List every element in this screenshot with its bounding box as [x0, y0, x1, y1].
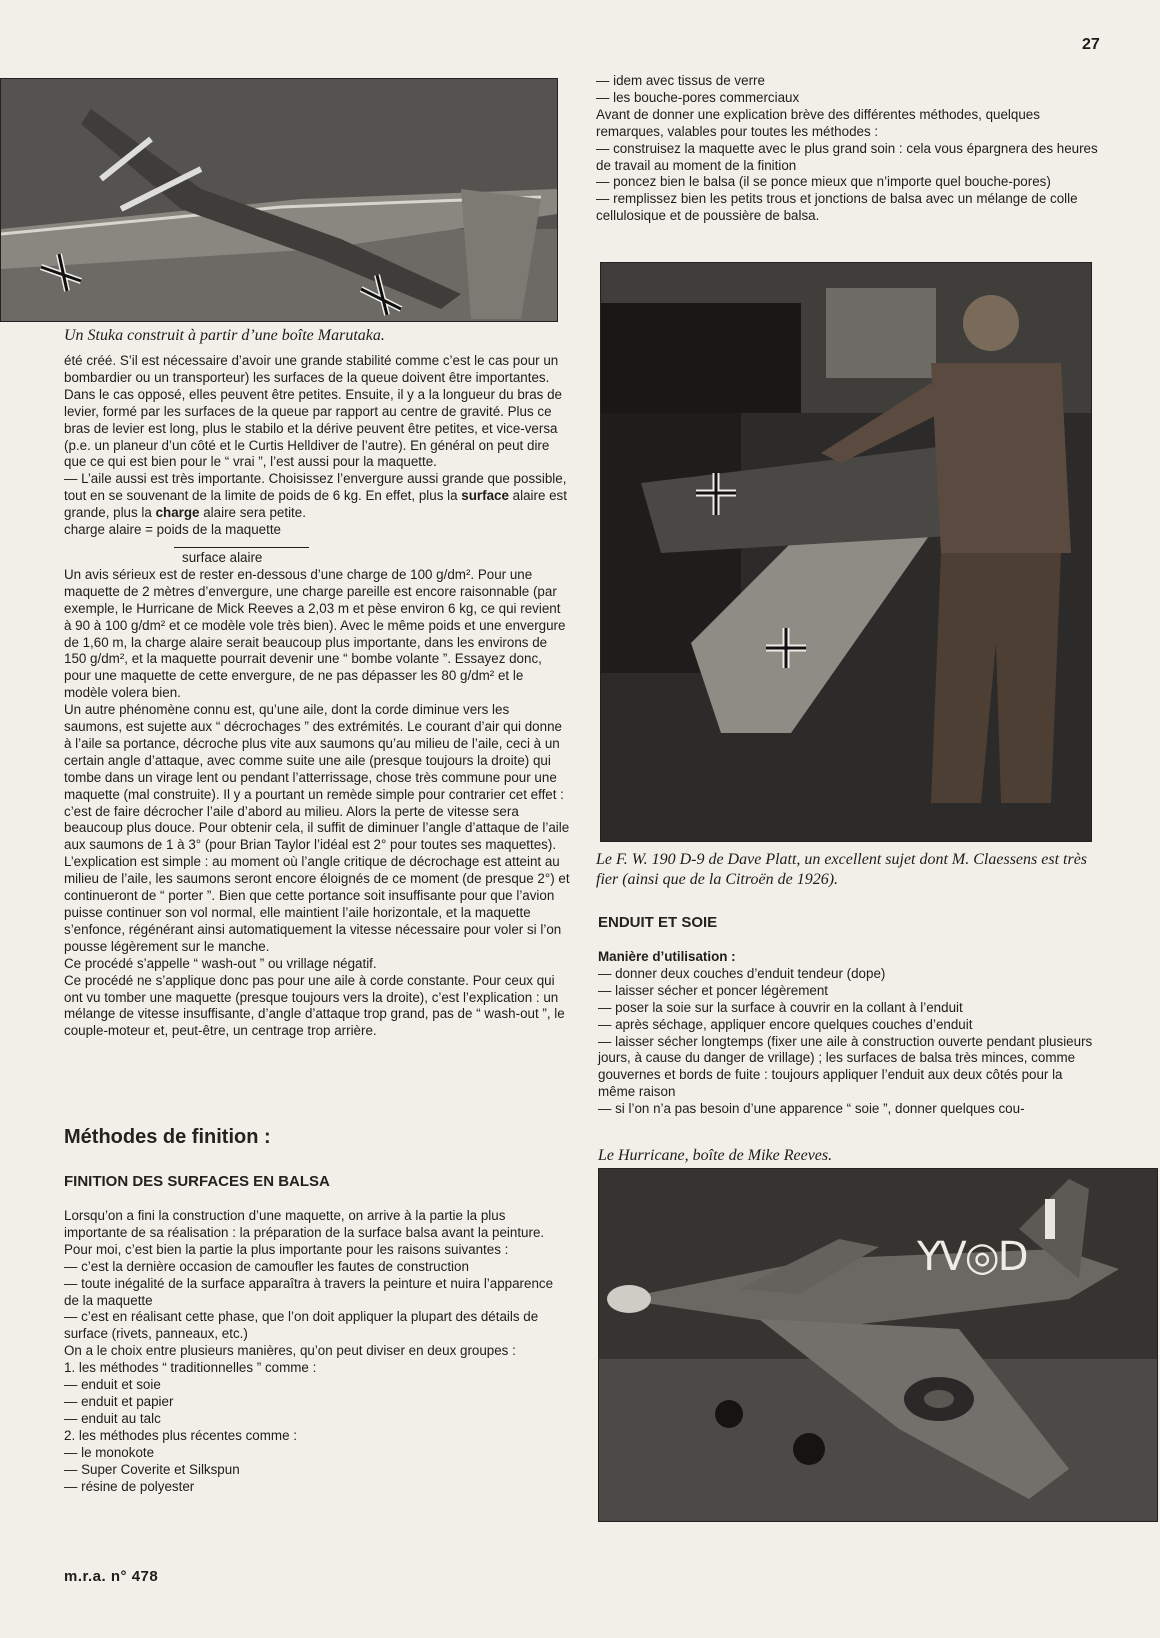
hurricane-photo [598, 1168, 1158, 1522]
fw190-photo [600, 262, 1092, 842]
list-item: 1. les méthodes “ traditionnelles ” comme : [64, 1360, 317, 1376]
paragraph: Un autre phénomène connu est, qu’une aile, dont la corde diminue vers les saumons, est sujette aux “ décrochages ” des extrémités. Le courant d’air qui donne à l’aile sa portance, décroche plus vite aux saumons qu’au milieu de l’aile, ceci à un certain angle d’attaque, avec comme suite une aile (presque toujours la droite) qui tombe dans un virage lent ou pendant l’atterrissage, chose très commune pour une maquette (mal construite). Il y a pourtant un remède simple pour contrarier cet effet : c’est de faire décrocher l’aile d’abord au milieu. Alors la perte de vitesse sera beaucoup plus douce. Pour obtenir cela, il suffit de diminuer l’angle d’attaque de l’aile aux saumons de 1 à 3° (pour Brian Taylor l’idéal est 2° pour toutes ses maquettes). L’explication est simple : au moment où l’angle critique de décrochage est atteint au milieu de l’aile, les saumons seront encore éloignés de ce moment (de presque 2°) et continueront de “ porter ”. Bien que cette portance soit insuffisante pour que l’avion puisse continuer son vol normal, elle maintient l’aile horizontale, et la maquette s’enfonce, régénérant ainsi automatiquement la vitesse nécessaire pour voler si l’on pousse légèrement sur le manche. [64, 702, 570, 954]
list-item: — poncez bien le balsa (il se ponce mieux que n’importe quel bouche-pores) [596, 174, 1051, 190]
list-item: — enduit au talc [64, 1410, 161, 1426]
list-item: — idem avec tissus de verre [596, 73, 765, 88]
heading-finition: FINITION DES SURFACES EN BALSA [64, 1173, 330, 1190]
heading-enduit: ENDUIT ET SOIE [598, 914, 718, 931]
stuka-photo [0, 78, 558, 322]
list-item: 2. les méthodes plus récentes comme : [64, 1427, 297, 1443]
paragraph: Un avis sérieux est de rester en-dessous d’une charge de 100 g/dm². Pour une maquette de 2 mètres d’envergure, une charge pareille est encore raisonnable (par exemple, le Hurricane de Mick Reeves a 2,03 m et pèse environ 6 kg, ce qui revient à 90 à 100 g/dm² et ce modèle vole très bien). Avec le même poids et une envergure de 1,60 m, la charge alaire serait beaucoup plus importante, dans les environs de 150 g/dm², et la maquette pourrait devenir une “ bombe volante ”. Essayez donc, pour une maquette de cette envergure, de ne pas dépasser les 80 g/dm² et le modèle volera bien. [64, 566, 566, 701]
hurricane-caption: Le Hurricane, boîte de Mike Reeves. [598, 1147, 833, 1164]
list-item: — poser la soie sur la surface à couvrir en la collant à l’enduit [598, 999, 963, 1015]
paragraph [64, 471, 570, 522]
text-span: alaire sera petite. [199, 505, 306, 521]
list-item: — enduit et soie [64, 1377, 161, 1393]
list-item: — enduit et papier [64, 1393, 174, 1409]
list-item: — c’est la dernière occasion de camoufler les fautes de construction [64, 1258, 469, 1274]
paragraph: Ce procédé ne s’applique donc pas pour une aile à corde constante. Pour ceux qui ont vu tomber une maquette (presque toujours vers la droite), c’est l’explication : un mélange de vitesse insuffisante, d’angle d’attaque trop grand, pas de “ wash-out ”, le couple-moteur et, peut-être, un centrage trop arrière. [64, 972, 565, 1039]
list-item: — construisez la maquette avec le plus grand soin : cela vous épargnera des heures de travail au moment de la finition [596, 140, 1098, 173]
formula-denominator: surface alaire [182, 549, 263, 565]
text-span: alaire est grande, plus la [64, 488, 567, 521]
heading-methodes: Méthodes de finition : [64, 1126, 271, 1148]
paragraph: On a le choix entre plusieurs manières, qu’on peut diviser en deux groupes : [64, 1343, 516, 1359]
formula-numerator: charge alaire = poids de la maquette [64, 522, 281, 538]
paragraph: Ce procédé s’appelle “ wash-out ” ou vrillage négatif. [64, 955, 377, 971]
list-item: — le monokote [64, 1444, 155, 1460]
paragraph: été créé. S’il est nécessaire d’avoir une grande stabilité comme c’est le cas pour un bombardier ou un transporteur) les surfaces de la queue doivent être importantes. Dans le cas opposé, elles peuvent être petites. Ensuite, il y a la longueur du bras de levier, formé par les surfaces de la queue par rapport au centre de gravité. Plus ce bras de levier est long, plus le stabilo et la dérive peuvent être petites, et vice-versa (p.e. un planeur d’un côté et le Curtis Helldiver de l’autre). En général on peut dire que ce qui est bien pour le “ vrai ”, l’est aussi pour la maquette. [64, 353, 562, 470]
text-span: — L’aile aussi est très importante. Choisissez l’envergure aussi grande que possible, tout en se souvenant de la limite de poids de 6 kg. En effet, plus la [64, 471, 567, 504]
list-item: — c’est en réalisant cette phase, que l’on doit appliquer la plupart des détails de surface (rivets, panneaux, etc.) [64, 1309, 539, 1342]
finition-text [64, 1208, 570, 1495]
list-item: — les bouche-pores commerciaux [596, 89, 800, 105]
list-item: — toute inégalité de la surface apparaîtra à travers la peinture et nuira l’apparence de la maquette [64, 1275, 554, 1308]
fraction-bar [174, 547, 309, 548]
bold-term: surface [461, 488, 509, 504]
paragraph: Pour moi, c’est bien la partie la plus importante pour les raisons suivantes : [64, 1241, 509, 1257]
enduit-text [598, 949, 1102, 1118]
subheading-maniere: Manière d’utilisation : [598, 949, 736, 964]
squadron-code: YV◎D [917, 1234, 1027, 1280]
page-number: 27 [1082, 36, 1100, 53]
left-column [64, 353, 570, 1040]
footer-issue: m.r.a. n° 478 [64, 1568, 159, 1585]
list-item: — résine de polyester [64, 1478, 195, 1494]
stuka-caption: Un Stuka construit à partir d’une boîte Marutaka. [64, 327, 385, 344]
fw190-caption: Le F. W. 190 D-9 de Dave Platt, un excellent sujet dont M. Claessens est très fier (ainsi que de la Citroën de 1926). [596, 851, 1088, 888]
list-item: — laisser sécher et poncer légèrement [598, 982, 828, 998]
list-item: — Super Coverite et Silkspun [64, 1461, 240, 1477]
list-item: — après séchage, appliquer encore quelques couches d’enduit [598, 1016, 973, 1032]
list-item: — remplissez bien les petits trous et jonctions de balsa avec un mélange de colle cellulosique et de poussière de balsa. [596, 191, 1078, 224]
list-item: — laisser sécher longtemps (fixer une aile à construction ouverte pendant plusieurs jours, à cause du danger de vrillage) ; les surfaces de balsa très minces, comme gouvernes et bords de fuite : toujours appliquer l’enduit aux deux côtés pour la même raison [598, 1033, 1093, 1100]
list-item: — donner deux couches d’enduit tendeur (dope) [598, 965, 886, 981]
right-column-top [596, 73, 1100, 225]
bold-term: charge [155, 505, 200, 521]
list-item: — si l’on n’a pas besoin d’une apparence “ soie ”, donner quelques cou- [598, 1101, 1025, 1117]
paragraph: Avant de donner une explication brève des différentes méthodes, quelques remarques, valables pour toutes les méthodes : [596, 106, 1040, 139]
paragraph: Lorsqu’on a fini la construction d’une maquette, on arrive à la partie la plus importante de sa réalisation : la préparation de la surface balsa avant la peinture. [64, 1208, 545, 1240]
